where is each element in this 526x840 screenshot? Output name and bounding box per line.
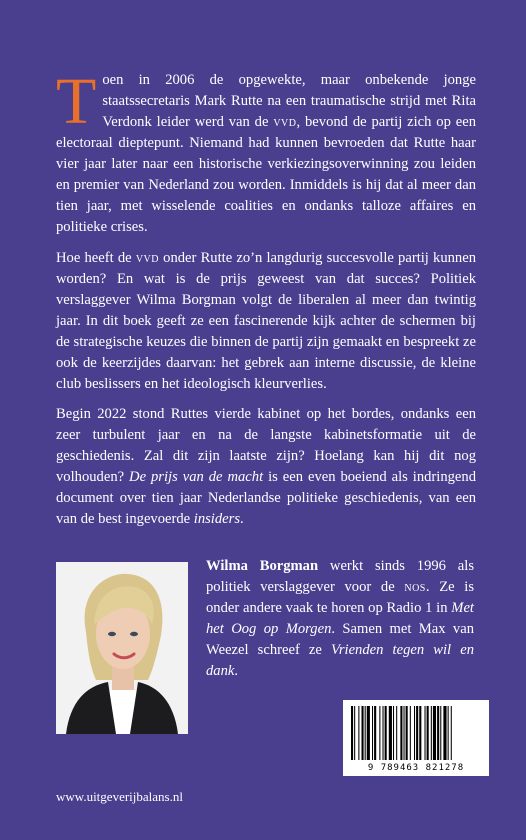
- insiders-word: insiders: [193, 511, 240, 527]
- publisher-website: www.uitgeverijbalans.nl: [56, 789, 183, 804]
- barcode-bar: [365, 706, 366, 760]
- party-abbrev: vvd: [273, 114, 297, 130]
- barcode-bar: [416, 706, 418, 760]
- drop-cap: T: [56, 65, 97, 138]
- bio-text-d: .: [234, 663, 239, 679]
- barcode-bar: [427, 706, 429, 760]
- barcode-bar: [419, 706, 421, 760]
- bio-text-c: . Samen met Max van Weezel schreef ze: [206, 621, 474, 658]
- author-photo: [56, 562, 188, 734]
- barcode-bar: [396, 706, 397, 760]
- barcode-bar: [406, 706, 408, 760]
- barcode-bar: [354, 706, 355, 760]
- barcode-bar: [358, 706, 359, 760]
- barcode-bar: [440, 706, 441, 760]
- second-paragraph: [56, 248, 476, 395]
- barcode-bar: [451, 706, 452, 760]
- barcode-bar: [433, 706, 436, 760]
- barcode-bar: [374, 706, 376, 760]
- barcode-bar: [351, 706, 353, 760]
- barcode-bar: [410, 706, 411, 760]
- second-text-c: onder Rutte zo’n langdurig succesvolle partij kunnen worden? En wat is de prijs geweest van dat succes? Politiek verslaggever Wilma Borgman volgt de liberalen al meer dan twintig jaar. In dit boek geeft ze een fascinerende kijk achter de schermen bij de strategische keuzes die binnen de partij zijn gemaakt en bespreekt ze ook de keerzijdes daarvan: het gebrek aan interne discussie, de kleine club beslissers en het ideologisch kleurverlies.: [56, 250, 476, 392]
- barcode-bar: [367, 706, 370, 760]
- barcode-bar: [372, 706, 373, 760]
- barcode-bar: [431, 706, 432, 760]
- barcode-bar: [404, 706, 405, 760]
- barcode-bar: [437, 706, 439, 760]
- radio-show-title: Met het Oog op Morgen: [206, 600, 474, 637]
- isbn-number: 9 789463 821278: [367, 763, 465, 773]
- bio-text-a: werkt sinds 1996 als politiek verslaggever voor de: [206, 558, 474, 595]
- barcode-bar: [383, 706, 384, 760]
- broadcaster-abbrev: nos: [404, 579, 426, 595]
- barcode-bar: [443, 706, 446, 760]
- barcode-bar: [393, 706, 394, 760]
- bio-text-b: . Ze is onder andere vaak te horen op Radio 1 in: [206, 579, 474, 616]
- third-text-c: .: [240, 511, 244, 527]
- other-book-title: Vrienden tegen wil en dank: [206, 642, 474, 679]
- isbn-barcode: [343, 700, 489, 776]
- third-paragraph: [56, 404, 476, 530]
- intro-text-c: , bevond de partij zich op een electoraal dieptepunt. Niemand had kunnen bevroeden dat Rutte haar vier jaar later naar een historische verkiezingsoverwinning zou leiden en premier van Nederland zou worden. Inmiddels is hij dat al meer dan tien jaar, met wisselende coalities en ondanks talloze affaires en politieke crises.: [56, 114, 476, 235]
- barcode-bar: [425, 706, 426, 760]
- barcode-bar: [385, 706, 387, 760]
- intro-paragraph: [56, 65, 476, 238]
- barcode-bar: [400, 706, 402, 760]
- barcode-bar: [414, 706, 415, 760]
- second-text-a: Hoe heeft de: [56, 250, 136, 266]
- author-bio: [206, 556, 474, 682]
- barcode-bars: [343, 700, 489, 762]
- intro-text-a: oen in 2006 de opgewekte, maar onbekende jonge staatssecretaris Mark Rutte na een traumatische strijd met Rita Verdonk leider werd van de: [102, 72, 476, 130]
- barcode-bar: [448, 706, 449, 760]
- book-title: De prijs van de macht: [129, 469, 264, 485]
- third-text-b: is een even boeiend als indringend document over tien jaar Nederlandse politieke geschiedenis, van een van de best ingevoerde: [56, 469, 476, 527]
- barcode-bar: [389, 706, 392, 760]
- barcode-bar: [379, 706, 380, 760]
- party-abbrev-2: vvd: [135, 250, 159, 266]
- third-text-a: Begin 2022 stond Ruttes vierde kabinet op het bordes, ondanks een zeer turbulent jaar en na de langste kabinetsformatie uit de geschiedenis. Zal dit zijn laatste zijn? Hoelang kan hij dit nog volhouden?: [56, 406, 476, 485]
- barcode-bar: [362, 706, 364, 760]
- author-name: Wilma Borgman: [206, 558, 319, 574]
